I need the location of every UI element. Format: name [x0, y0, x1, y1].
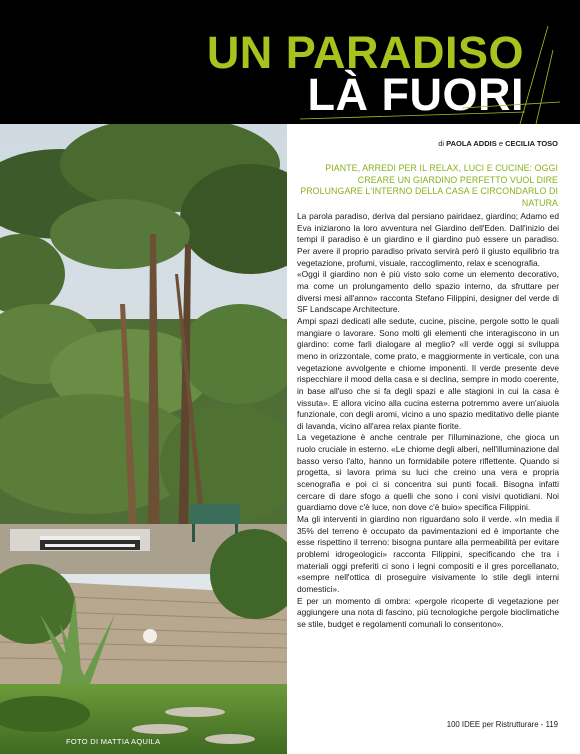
body-paragraph: Ma gli interventi in giardino non riguardano solo il verde. «In media il 35% del terreno è occupato da pavimentazioni ed è importante che esse rispettino il terreno: bisogna puntare alla permeabilità per evitare problemi idrogeologici» racconta Filippini, specificando che tra i materiali oggi preferiti ci sono i legni compositi e il gres porcellanato, «sempre nell'ottica di proseguire visivamente lo stile degli interni domestici».: [297, 514, 559, 594]
publication-name: 100 IDEE per Ristrutturare: [446, 720, 539, 729]
lede: PIANTE, ARREDI PER IL RELAX, LUCI E CUCINE: OGGI CREARE UN GIARDINO PERFETTO VUOL DIRE PROLUNGARE L'INTERNO DELLA CASA E CIRCONDARLO DI NATURA: [300, 163, 558, 208]
footer-separator: -: [540, 720, 544, 729]
page-number: 119: [545, 720, 558, 729]
body-paragraph: La vegetazione è anche centrale per l'illuminazione, che gioca un ruolo cruciale in esterno. «Le chiome degli alberi, nell'illuminazione dal basso verso l'alto, hanno un formidabile potere riflettente. Quando si progetta, si lavora prima su luci che creino una vera e propria scenografia e poi ci si concentra sui punti focali. Bisogna infatti cercare di dare sfogo a quelli che sono i coni visivi quotidiani. Noi guardiamo dove c'è luce, non dove c'è buio» specifica Filippini.: [297, 432, 559, 513]
body-paragraph: «Oggi il giardino non è più visto solo come un elemento decorativo, ma come un prolungamento dello spazio interno, da sfruttare per diversi mesi all'anno» racconta Stefano Filippini, designer del verde di SF Landscape Architecture.: [297, 269, 559, 315]
page-footer: [447, 720, 558, 729]
photo-credit: FOTO DI MATTIA AQUILA: [66, 737, 161, 746]
body-paragraph: La parola paradiso, deriva dal persiano pairidaez, giardino; Adamo ed Eva iniziarono la loro avventura nel Giardino dell'Eden. Dall'inizio dei tempi il paradiso è un giardino e il giardino può essere un paradiso. Per avere il proprio paradiso privato servirà però il giusto equilibrio tra vegetazione, profumi, visuale, raccoglimento, relax e scenografia.: [297, 211, 559, 268]
byline: [438, 139, 558, 148]
body-paragraph: E per un momento di ombra: «pergole ricoperte di vegetazione per aggiungere una nota di fascino, più tecnologiche pergole bioclimatiche se stile, budget e regolamenti comunali lo consentono».: [297, 595, 559, 629]
title-line-2: LÀ FUORI: [307, 69, 524, 120]
garden-photo: [0, 124, 287, 754]
author-name: CECILIA TOSO: [505, 139, 558, 148]
byline-prefix: di: [438, 139, 445, 148]
body-paragraph: Ampi spazi dedicati alle sedute, cucine, piscine, pergole sotto le quali mangiare o lavorare. Sono molti gli elementi che interagiscono in un giardino: come farli dialogare al meglio? «Il verde oggi si sviluppa meno in orizzontale, come prato, e maggiormente in verticale, con una vegetazione avvolgente e chiome imponenti. Il verde presente deve rispecchiare il mood della casa e si declina, sempre in modo coerente, in base all'uso che si fa degli spazi e alle stagioni in cui la casa è vissuta». E allora vicino alla cucina esterna potremmo avere un'aiuola funzionale, con degli aromi, vicino a uno spazio meditativo delle piante di lavanda, vicino all'area relax piante fiorite.: [297, 315, 559, 431]
byline-joiner: e: [498, 139, 503, 148]
article-body: [297, 211, 559, 631]
title-line-1: UN PARADISO: [206, 27, 524, 78]
author-name: PAOLA ADDIS: [446, 139, 497, 148]
